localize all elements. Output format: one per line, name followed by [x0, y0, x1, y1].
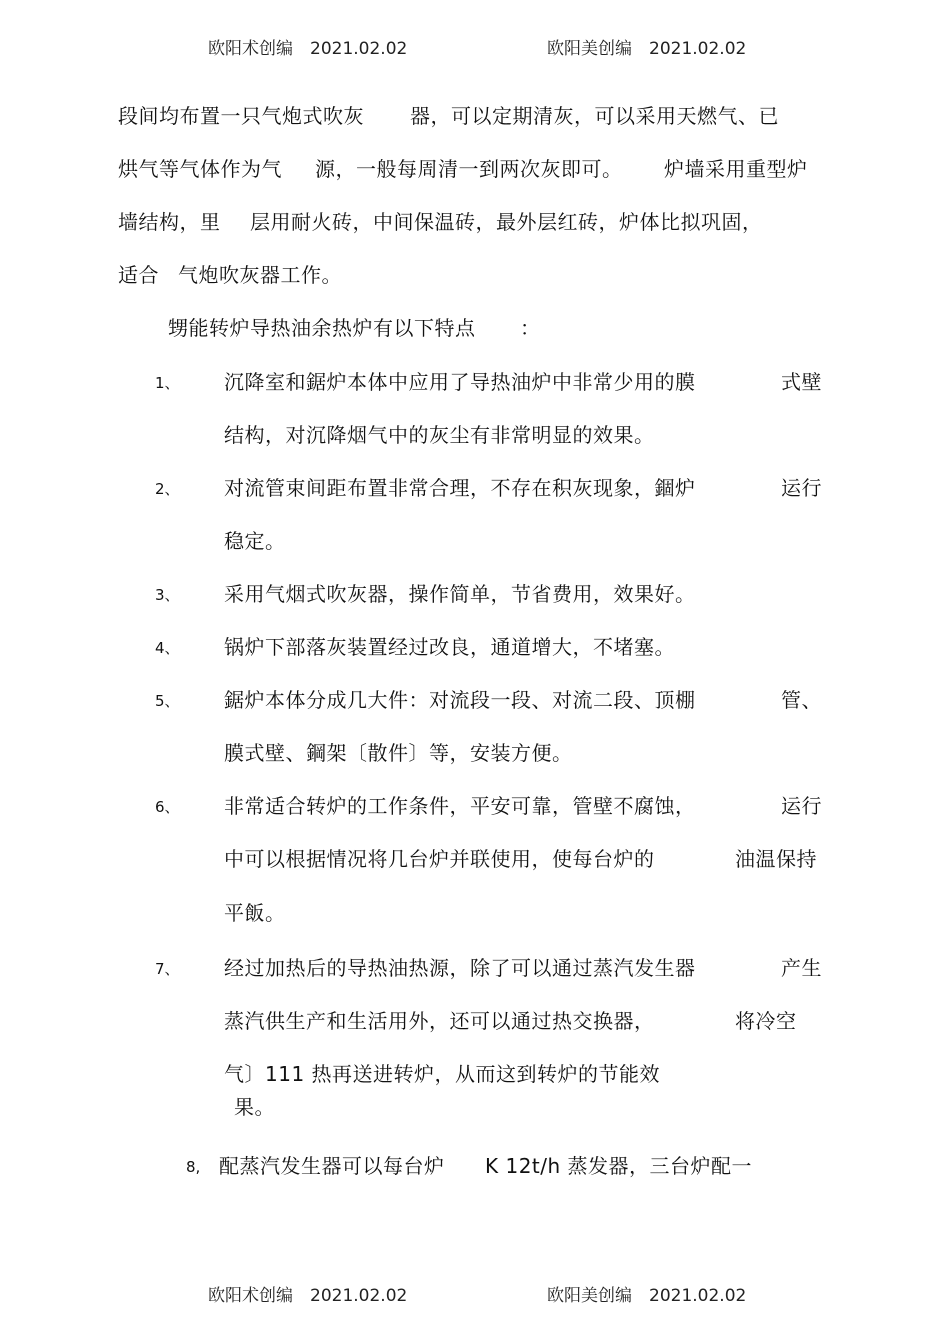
item-line-right: 式壁: [781, 370, 822, 394]
item-line: 鋸炉本体分成几大件：对流段一段、对流二段、顶棚: [224, 688, 696, 712]
item-line: 结构，对沉降烟气中的灰尘有非常明显的效果。: [224, 423, 655, 447]
item-line: 采用气烟式吹灰器，操作简单，节省费用，效果好。: [224, 582, 696, 606]
footer-left: 欧阳术创编 2021.02.02: [208, 1286, 408, 1306]
intro-line-3b: 层用耐火砖，中间保温砖，最外层红砖，炉体比拟巩固，: [250, 210, 763, 234]
intro-line-2c: 炉墙采用重型炉: [664, 157, 808, 181]
item-line: 沉降室和鋸炉本体中应用了导热油炉中非常少用的膜: [224, 370, 696, 394]
intro-line-4a: 适合: [118, 263, 159, 287]
item-line: 锅炉下部落灰装置经过改良，通道增大，不堵塞。: [224, 635, 675, 659]
intro-line-3a: 墙结构，里: [118, 210, 221, 234]
item-number: 8,: [186, 1158, 201, 1176]
item-line: 果。: [234, 1095, 275, 1119]
intro-line-2a: 烘气等气体作为气: [118, 157, 282, 181]
intro-line-2b: 源，一般每周清一到两次灰即可。: [315, 157, 623, 181]
footer-right: 欧阳美创编 2021.02.02: [547, 1286, 747, 1306]
item-number: 4、: [155, 639, 180, 657]
features-title: 甥能转炉导热油余热炉有以下特点: [168, 316, 476, 340]
intro-line-1a: 段间均布置一只气炮式吹灰: [118, 104, 364, 128]
item-number: 2、: [155, 480, 180, 498]
item-line-right: 油温保持: [735, 847, 817, 871]
item-line: 平飯。: [224, 901, 286, 925]
item-line: 蒸汽供生产和生活用外，还可以通过热交换器，: [224, 1009, 655, 1033]
intro-line-4b: 气炮吹灰器工作。: [178, 263, 342, 287]
item-line: K 12t/h 蒸发器，三台炉配一: [485, 1154, 753, 1178]
item-number: 3、: [155, 586, 180, 604]
item-line: 膜式壁、鋼架〔散件〕等，安装方便。: [224, 741, 573, 765]
item-line: 对流管束间距布置非常合理，不存在积灰现象，錮炉: [224, 476, 696, 500]
item-number: 6、: [155, 798, 180, 816]
item-number: 7、: [155, 960, 180, 978]
item-line: 配蒸汽发生器可以每台炉: [219, 1154, 445, 1178]
header-right: 欧阳美创编 2021.02.02: [547, 39, 747, 59]
item-line: 中可以根据情况将几台炉并联使用，使每台炉的: [224, 847, 655, 871]
features-title-colon: ：: [520, 316, 541, 340]
item-line-right: 运行: [781, 476, 822, 500]
item-line: 稳定。: [224, 529, 286, 553]
item-line-right: 运行: [781, 794, 822, 818]
intro-line-1b: 器，可以定期清灰，可以采用天燃气、已: [410, 104, 779, 128]
item-line: 经过加热后的导热油热源，除了可以通过蒸汽发生器: [224, 956, 696, 980]
item-line: 气〕111 热再送进转炉，从而这到转炉的节能效: [224, 1062, 661, 1086]
item-number: 5、: [155, 692, 180, 710]
item-line-right: 管、: [781, 688, 822, 712]
item-number: 1、: [155, 374, 180, 392]
item-line: 非常适合转炉的工作条件，平安可靠，管壁不腐蚀，: [224, 794, 696, 818]
item-line-right: 将冷空: [735, 1009, 797, 1033]
header-left: 欧阳术创编 2021.02.02: [208, 39, 408, 59]
item-line-right: 产生: [781, 956, 822, 980]
